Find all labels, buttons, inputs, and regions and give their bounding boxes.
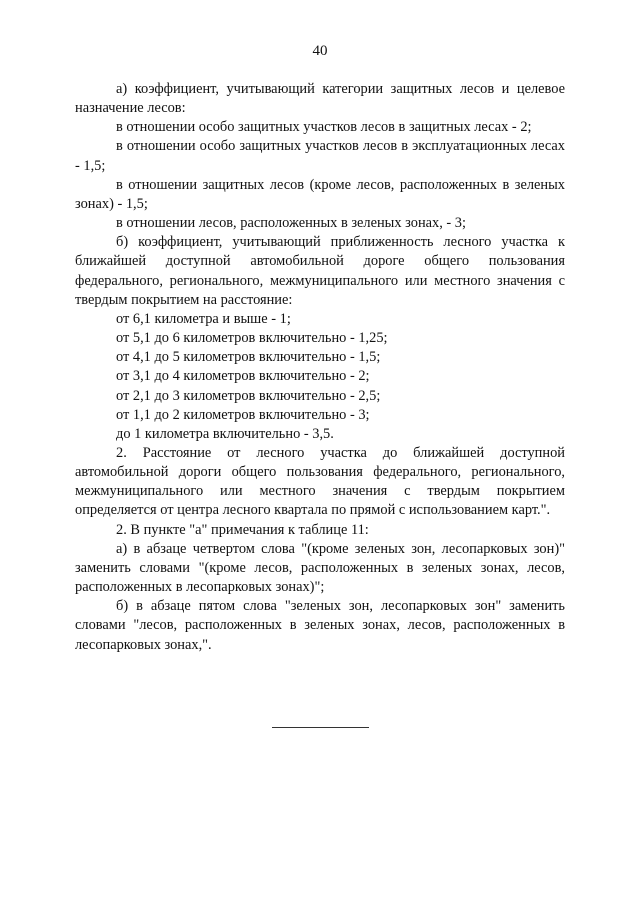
paragraph-distance-item: от 6,1 километра и выше - 1; bbox=[116, 310, 291, 327]
page-number: 40 bbox=[312, 43, 328, 59]
end-divider-line bbox=[272, 727, 369, 728]
paragraph-item: в отношении особо защитных участков лесов в эксплуатационных лесах - 1,5; bbox=[75, 138, 565, 174]
paragraph-item: в отношении лесов, расположенных в зеленых зонах, - 3; bbox=[116, 215, 467, 232]
paragraph-distance-item: от 1,1 до 2 километров включительно - 3; bbox=[116, 406, 370, 423]
paragraph-amendment-heading: 2. В пункте "а" примечания к таблице 11: bbox=[116, 521, 369, 538]
paragraph-amendment-b: б) в абзаце пятом слова "зеленых зон, лесопарковых зон" заменить словами "лесов, расположенных в зеленых зонах, лесов, расположенных в лесопарковых зонах,". bbox=[75, 598, 565, 653]
paragraph-distance-item: от 3,1 до 4 километров включительно - 2; bbox=[116, 368, 370, 385]
paragraph-point-2: 2. Расстояние от лесного участка до ближайшей доступной автомобильной дороги общего пользования федерального, регионального, межмуниципального или местного значения с твердым покрытием определяется от центра лесного квартала по прямой с использованием карт.". bbox=[75, 444, 565, 519]
paragraph-coefficient-a: а) коэффициент, учитывающий категории защитных лесов и целевое назначение лесов: bbox=[75, 81, 565, 117]
document-body bbox=[75, 80, 565, 655]
paragraph-distance-item: от 2,1 до 3 километров включительно - 2,5; bbox=[116, 387, 381, 404]
paragraph-amendment-a: а) в абзаце четвертом слова "(кроме зеленых зон, лесопарковых зон)" заменить словами "(кроме лесов, расположенных в зеленых зонах, лесов, расположенных в лесопарковых зонах)"; bbox=[75, 540, 565, 596]
paragraph-distance-item: от 5,1 до 6 километров включительно - 1,25; bbox=[116, 330, 388, 347]
paragraph-item: в отношении особо защитных участков лесов в защитных лесах - 2; bbox=[116, 119, 532, 136]
paragraph-distance-item: до 1 километра включительно - 3,5. bbox=[116, 425, 334, 442]
paragraph-item: в отношении защитных лесов (кроме лесов, расположенных в зеленых зонах) - 1,5; bbox=[75, 176, 565, 212]
paragraph-coefficient-b: б) коэффициент, учитывающий приближенность лесного участка к ближайшей доступной автомобильной дороге общего пользования федерального, регионального, межмуниципального или местного значения с твердым покрытием на расстояние: bbox=[75, 234, 565, 308]
paragraph-distance-item: от 4,1 до 5 километров включительно - 1,5; bbox=[116, 349, 381, 366]
